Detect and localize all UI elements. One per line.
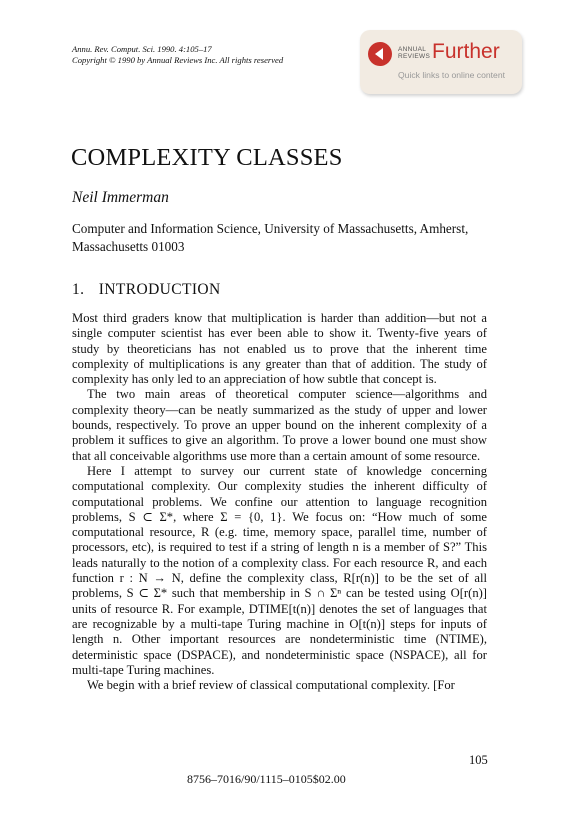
- further-subtitle: Quick links to online content: [398, 70, 506, 80]
- section-number: 1.: [72, 281, 85, 298]
- journal-citation: [72, 44, 283, 66]
- body-text: [72, 311, 487, 693]
- further-links-badge[interactable]: [360, 30, 522, 94]
- page-number: 105: [469, 753, 488, 767]
- section-title: INTRODUCTION: [98, 281, 221, 298]
- paragraph: The two main areas of theoretical computer science—algorithms and complexity theory—can be neatly summarized as the study of upper and lower bounds, respectively. To prove an upper bound on the inherent complexity of a problem it suffices to give an algorithm. To prove a lower bound one must show that all conceivable algorithms use more than a certain amount of some resource.: [72, 387, 487, 463]
- journal-line-2: Copyright © 1990 by Annual Reviews Inc. All rights reserved: [72, 55, 284, 65]
- arrow-left-icon: [368, 42, 392, 66]
- further-word: Further: [432, 40, 500, 63]
- author-name: Neil Immerman: [72, 189, 169, 206]
- article-code: 8756–7016/90/1115–0105$02.00: [187, 772, 346, 786]
- logo-reviews: REVIEWS: [398, 53, 431, 60]
- annual-reviews-logo: [398, 46, 430, 60]
- journal-line-1: Annu. Rev. Comput. Sci. 1990. 4:105–17: [72, 44, 212, 54]
- paragraph: Here I attempt to survey our current state of knowledge concerning computational complexity. Our complexity studies the inherent difficulty of computational problems. We confine our attention to language recognition problems, S ⊂ Σ*, where Σ = {0, 1}. We focus on: “How much of some computational resource, R (e.g. time, memory space, parallel time, number of processors, etc), is required to test if a string of length n is a member of S?” This leads naturally to the notion of a complexity class. For each resource R, and each function r : N → N, define the complexity class, R[r(n)] to be the set of all problems, S ⊂ Σ* such that membership in S ∩ Σⁿ can be tested using O[r(n)] units of resource R. For example, DTIME[t(n)] denotes the set of languages that are recognizable by a multi-tape Turing machine in O[t(n)] steps for inputs of length n. Other important resources are nondeterministic time (NTIME), deterministic space (DSPACE), and nondeterministic space (NSPACE), all for multi-tape Turing machines.: [72, 463, 487, 677]
- author-affiliation: Computer and Information Science, University of Massachusetts, Amherst, Massachusetts 01003: [72, 221, 469, 254]
- logo-annual: ANNUAL: [398, 46, 427, 53]
- section-heading: [72, 281, 221, 299]
- paragraph: We begin with a brief review of classical computational complexity. [For: [87, 678, 455, 693]
- paragraph: Most third graders know that multiplication is harder than addition—but not a single computer scientist has ever been able to show it. Twenty-five years of study by theoreticians has not enabled us to prove that the inherent time complexity of multiplications is any greater than that of addition. The study of complexity has only led to an appreciation of how subtle that concept is.: [72, 311, 487, 387]
- article-title: COMPLEXITY CLASSES: [71, 144, 343, 171]
